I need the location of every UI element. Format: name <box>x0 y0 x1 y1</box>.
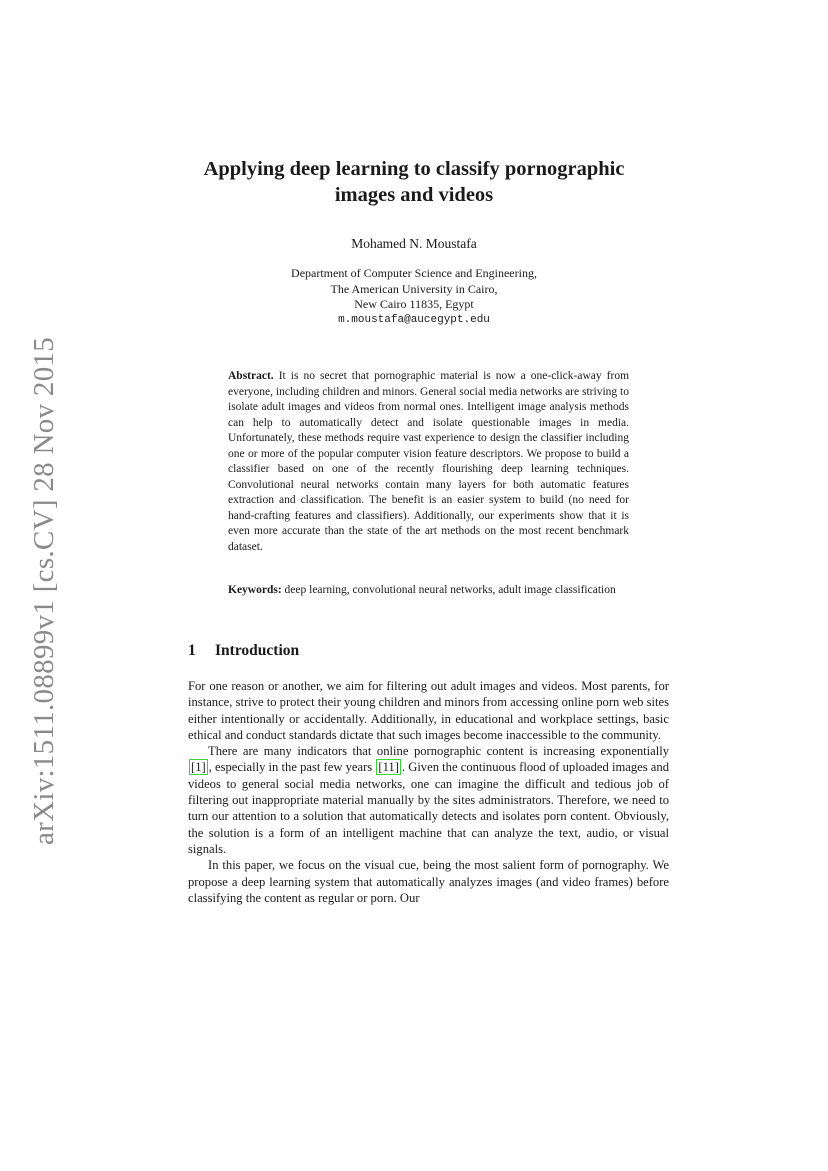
keywords-block <box>228 583 629 599</box>
section-title: Introduction <box>215 642 300 659</box>
title-line-2: images and videos <box>334 184 494 206</box>
abstract-block <box>228 369 629 555</box>
abstract-label: Abstract. <box>228 370 274 382</box>
affiliation-department: Department of Computer Science and Engineering, <box>291 266 537 280</box>
section-heading-introduction <box>188 642 299 660</box>
paragraph-2-part-a: There are many indicators that online pornographic content is increasing exponentially <box>208 744 669 759</box>
author-email: m.moustafa@aucegypt.edu <box>338 313 490 326</box>
keywords-label: Keywords: <box>228 584 282 596</box>
author-name: Mohamed N. Moustafa <box>351 236 477 251</box>
affiliation-address: New Cairo 11835, Egypt <box>354 297 474 311</box>
arxiv-identifier-stamp: arXiv:1511.08899v1 [cs.CV] 28 Nov 2015 <box>28 336 60 845</box>
title-line-1: Applying deep learning to classify pornographic <box>203 158 625 180</box>
affiliation-university: The American University in Cairo, <box>330 281 498 296</box>
paragraph-2-part-b: , especially in the past few years <box>208 760 373 775</box>
paragraph-2-part-c: . Given the continuous flood of uploaded images and videos to general social media networks, one can imagine the difficult and tedious job of filtering out inappropriate material manually by the sites administrators. Therefore, we need to turn our attention to a solution that automatically detects and isolates porn content. Obviously, the solution is a form of an intelligent machine that can analyze the text, audio, or visual signals. <box>188 760 669 856</box>
keywords-text: deep learning, convolutional neural networks, adult image classification <box>284 584 616 596</box>
introduction-body <box>188 678 669 906</box>
abstract-text: It is no secret that pornographic material is now a one-click-away from everyone, including children and minors. General social media networks are striving to isolate adult images and videos from normal ones. Intelligent image analysis methods can help to automatically detect and isolate questionable images in media. Unfortunately, these methods require vast experience to design the classifier including one or more of the popular computer vision feature descriptors. We propose to build a classifier based on one of the recently flourishing deep learning techniques. Convolutional neural networks contain many layers for both automatic features extraction and classification. The benefit is an easier system to build (no need for hand-crafting features and classifiers). Additionally, our experiments show that it is even more accurate than the state of the art methods on the most recent benchmark dataset. <box>228 370 630 553</box>
section-number: 1 <box>188 642 196 659</box>
paper-title <box>150 156 678 208</box>
paragraph-3: In this paper, we focus on the visual cue, being the most salient form of pornography. We propose a deep learning system that automatically analyzes images (and video frames) before classifying the content as regular or porn. Our <box>188 858 669 905</box>
citation-link-1[interactable]: [1] <box>191 760 206 775</box>
paragraph-2 <box>188 743 669 857</box>
paragraph-1: For one reason or another, we aim for filtering out adult images and videos. Most parents, for instance, strive to protect their young children and minors from accessing online porn web sites either intentionally or accidentally. Additionally, in educational and workplace settings, basic ethical and conduct standards dictate that such images become inaccessible to the community. <box>188 679 669 742</box>
affiliation-block <box>150 266 678 328</box>
citation-link-11[interactable]: [11] <box>378 760 399 775</box>
